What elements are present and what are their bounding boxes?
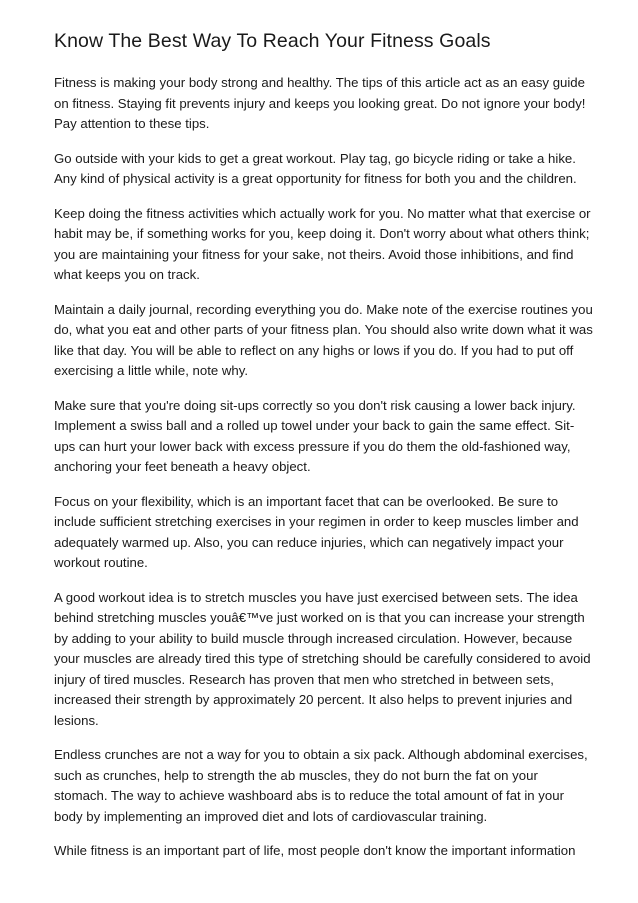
paragraph-stretching: A good workout idea is to stretch muscles you have just exercised between sets. The idea behind stretching muscles youâ€™ve just worked on is that you can increase your strength by adding to your ability to build muscle through increased circulation. However, because your muscles are already tired this type of stretching should be carefully considered to avoid injury of tired muscles. Research has proven that men who stretched in between sets, increased their strength by approximately 20 percent. It also helps to prevent injuries and lesions. [54, 589, 591, 728]
document-title: Know The Best Way To Reach Your Fitness Goals [54, 30, 491, 52]
paragraph-kids: Go outside with your kids to get a great workout. Play tag, go bicycle riding or take a hike. Any kind of physical activity is a great opportunity for fitness for both you and the children. [54, 150, 577, 186]
paragraph-flexibility: Focus on your flexibility, which is an important facet that can be overlooked. Be sure to include sufficient stretching exercises in your regimen in order to keep muscles limber and adequately warmed up. Also, you can reduce injuries, which can negatively impact your workout routine. [54, 493, 579, 570]
paragraph-crunches: Endless crunches are not a way for you to obtain a six pack. Although abdominal exercises, such as crunches, help to strength the ab muscles, they do not burn the fat on your stomach. The way to achieve washboard abs is to reduce the total amount of fat in your body by implementing an improved diet and lots of cardiovascular training. [54, 747, 588, 824]
paragraph-situps: Make sure that you're doing sit-ups correctly so you don't risk causing a lower back injury. Implement a swiss ball and a rolled up towel under your back to gain the same effect. Sit-ups can hurt your lower back with excess pressure if you do them the old-fashioned way, anchoring your feet beneath a heavy object. [54, 397, 576, 474]
document-page [54, 28, 594, 862]
paragraph-final: While fitness is an important part of life, most people don't know the important information [54, 843, 576, 858]
paragraph-journal: Maintain a daily journal, recording everything you do. Make note of the exercise routines you do, what you eat and other parts of your fitness plan. You should also write down what it was like that day. You will be able to reflect on any highs or lows if you do. If you had to put off exercising a little while, note why. [54, 301, 593, 378]
paragraph-intro: Fitness is making your body strong and healthy. The tips of this article act as an easy guide on fitness. Staying fit prevents injury and keeps you looking great. Do not ignore your body! Pay attention to these tips. [54, 75, 586, 131]
paragraph-keep-doing: Keep doing the fitness activities which actually work for you. No matter what that exercise or habit may be, if something works for you, keep doing it. Don't worry about what others think; you are maintaining your fitness for your sake, not theirs. Avoid those inhibitions, and find what keeps you on track. [54, 205, 591, 282]
